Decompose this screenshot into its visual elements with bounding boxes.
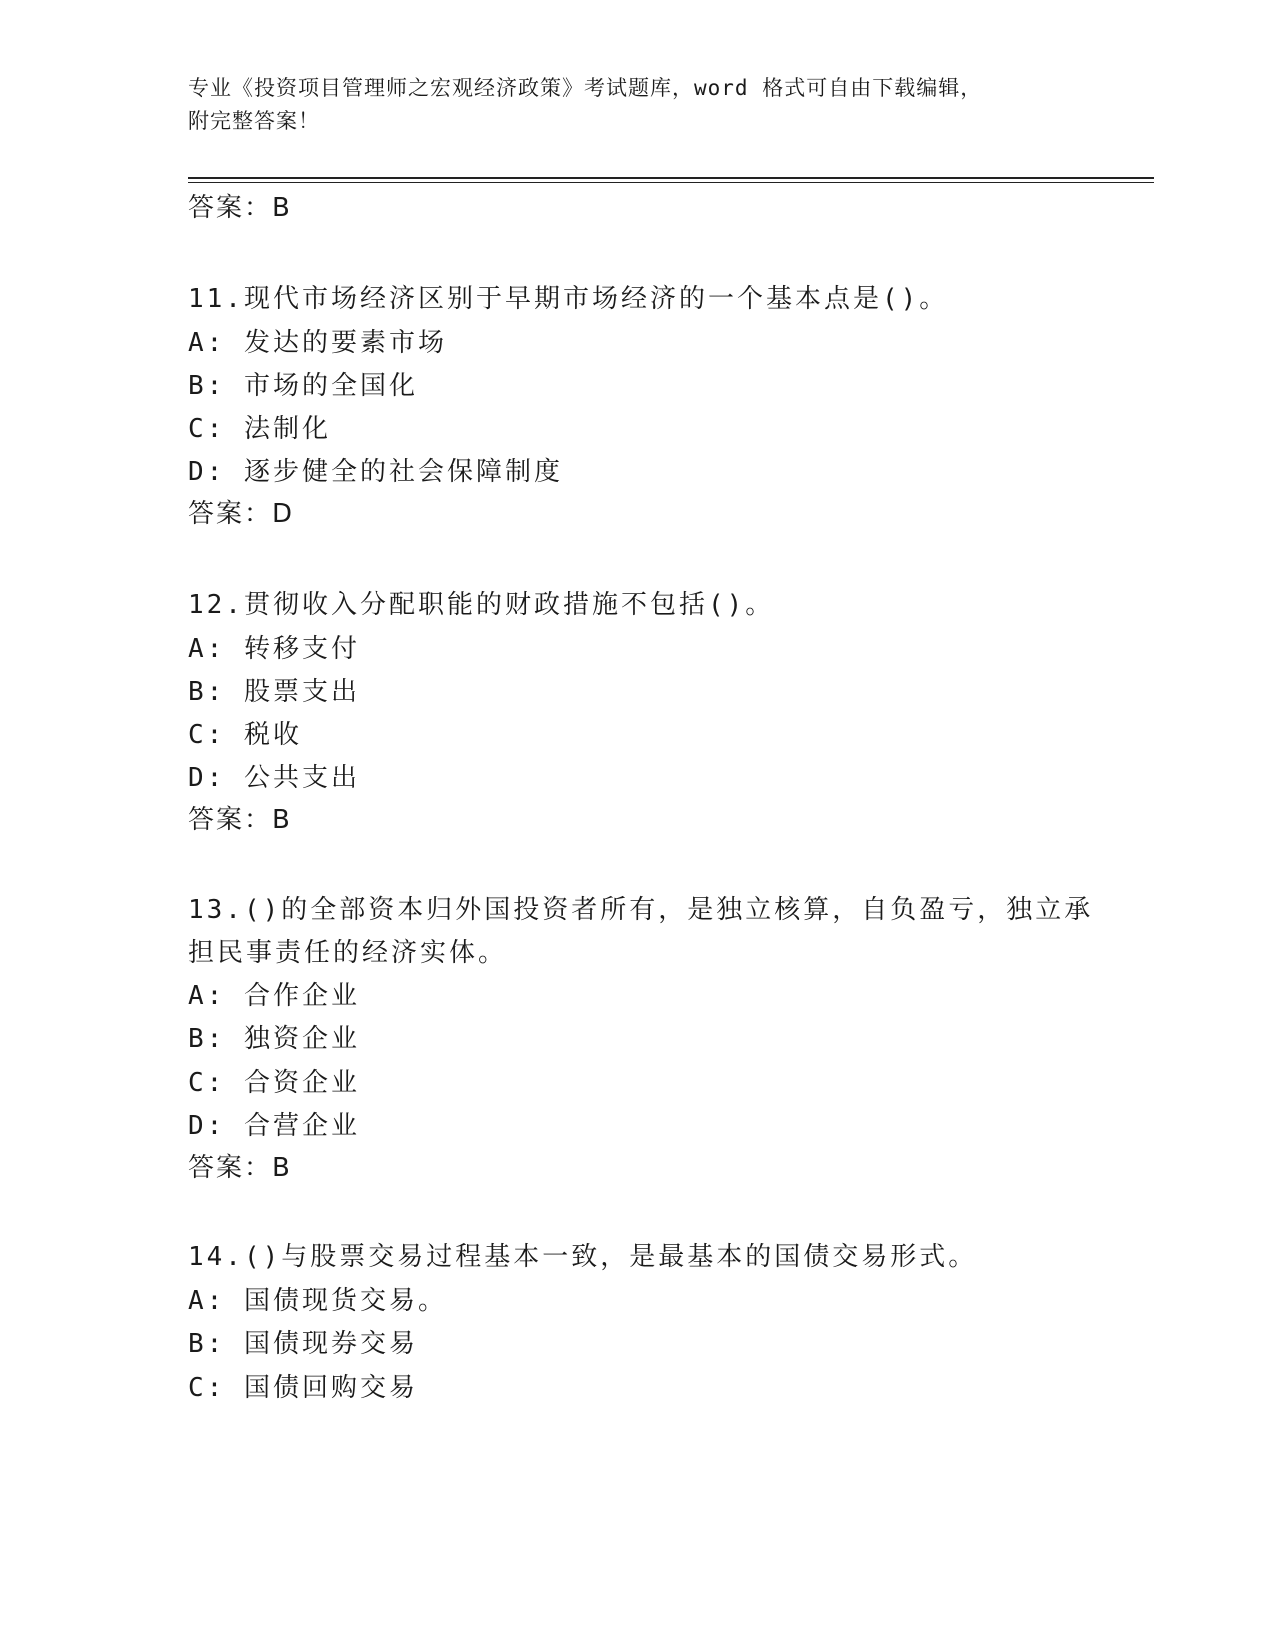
- question-11-option-a: A: 发达的要素市场: [188, 328, 447, 358]
- question-14-option-c: C: 国债回购交易: [188, 1373, 418, 1403]
- question-14-option-b: B: 国债现券交易: [188, 1329, 418, 1359]
- header-divider-thin: [188, 182, 1154, 183]
- question-13-option-b: B: 独资企业: [188, 1024, 360, 1054]
- question-13-option-c: C: 合资企业: [188, 1068, 360, 1098]
- question-12-option-b: B: 股票支出: [188, 677, 360, 707]
- question-13-stem-line-2: 担民事责任的经济实体。: [188, 938, 508, 968]
- question-12-stem: 12.贯彻收入分配职能的财政措施不包括()。: [188, 590, 775, 620]
- question-11-option-d: D: 逐步健全的社会保障制度: [188, 457, 563, 487]
- question-11-answer: 答案：D: [188, 499, 295, 529]
- document-header: [188, 72, 1068, 138]
- question-11-option-b: B: 市场的全国化: [188, 371, 418, 401]
- question-12-option-a: A: 转移支付: [188, 634, 360, 664]
- header-line-2: 附完整答案！: [188, 109, 320, 133]
- question-14-option-a: A: 国债现货交易。: [188, 1286, 447, 1316]
- question-12-option-d: D: 公共支出: [188, 763, 360, 793]
- question-11-stem: 11.现代市场经济区别于早期市场经济的一个基本点是()。: [188, 284, 949, 314]
- question-13-option-d: D: 合营企业: [188, 1111, 360, 1141]
- question-14-stem: 14.()与股票交易过程基本一致，是最基本的国债交易形式。: [188, 1242, 978, 1272]
- question-12-option-c: C: 税收: [188, 720, 302, 750]
- header-divider-thick: [188, 177, 1154, 179]
- question-12-answer: 答案：B: [188, 805, 292, 835]
- question-13-stem-line-1: 13.()的全部资本归外国投资者所有，是独立核算，自负盈亏，独立承: [188, 895, 1094, 925]
- previous-answer: 答案：B: [188, 193, 292, 223]
- question-13-answer: 答案：B: [188, 1153, 292, 1183]
- question-13-option-a: A: 合作企业: [188, 981, 360, 1011]
- question-11-option-c: C: 法制化: [188, 414, 331, 444]
- header-line-1: 专业《投资项目管理师之宏观经济政策》考试题库，word 格式可自由下载编辑，: [188, 76, 983, 100]
